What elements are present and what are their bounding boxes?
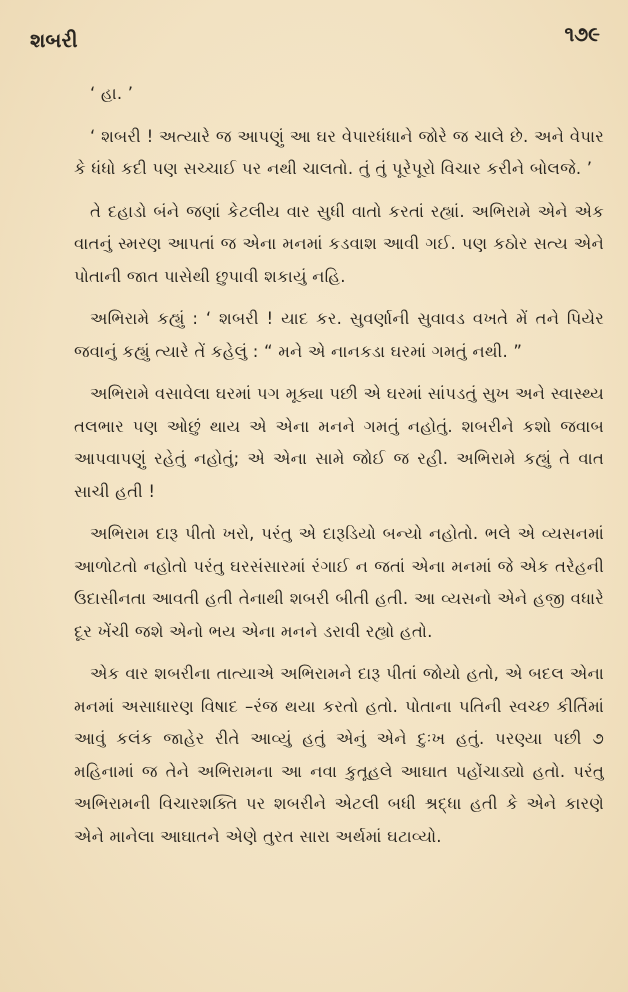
paragraph: અભિરામે વસાવેલા ઘરમાં પગ મૂક્યા પછી એ ઘરમાં સાંપડતું સુખ અને સ્વાસ્થ્ય તલભાર પણ ઓછું થાય એ એના મનને ગમતું નહોતું. શબરીને કશો જવાબ આપવાપણું રહેતું નહોતું; એ એના સામે જોઈ જ રહી. અભિરામે કહ્યું તે વાત સાચી હતી ! bbox=[74, 384, 604, 501]
running-header bbox=[30, 22, 600, 62]
running-title: શબરી bbox=[30, 28, 78, 52]
page-number: ૧૭૯ bbox=[564, 22, 600, 46]
paragraph: ‘ શબરી ! અત્યારે જ આપણું આ ઘર વેપારધંધાને જોરે જ ચાલે છે. અને વેપાર કે ધંધો કદી પણ સચ્ચાઈ પર નથી ચાલતો. તું તું પૂરેપૂરો વિચાર કરીને બોલજે. ’ bbox=[74, 126, 604, 178]
paragraph: તે દહાડો બંને જણાં કેટલીય વાર સુધી વાતો કરતાં રહ્યાં. અભિરામે એને એક વાતનું સ્મરણ આપતાં જ એના મનમાં કડવાશ આવી ગઈ. પણ કઠોર સત્ય એને પોતાની જાત પાસેથી છુપાવી શકાયું નહિ. bbox=[74, 201, 604, 286]
paragraph: ‘ હા. ’ bbox=[90, 84, 134, 103]
body-text bbox=[74, 78, 604, 863]
paragraph: અભિરામ દારૂ પીતો ખરો, પરંતુ એ દારૂડિયો બન્યો નહોતો. ભલે એ વ્યસનમાં આળોટતો નહોતો પરંતુ ઘરસંસારમાં રંગાઈ ન જતાં એના મનમાં જે એક તરેહની ઉદાસીનતા આવતી હતી તેનાથી શબરી બીતી હતી. આ વ્યસનો એને હજી વધારે દૂર ખેંચી જશે એનો ભય એના મનને ડરાવી રહ્યો હતો. bbox=[74, 524, 604, 641]
paragraph: અભિરામે કહ્યું : ‘ શબરી ! યાદ કર. સુવર્ણાની સુવાવડ વખતે મેં તને પિયેર જવાનું કહ્યું ત્યારે તેં કહેલું : “ મને એ નાનકડા ઘરમાં ગમતું નથી. ” bbox=[74, 309, 604, 361]
paragraph: એક વાર શબરીના તાત્યાએ અભિરામને દારૂ પીતાં જોયો હતો, એ બદલ એના મનમાં અસાધારણ વિષાદ –રંજ થયા કરતો હતો. પોતાના પતિની સ્વચ્છ કીર્તિમાં આવું કલંક જાહેર રીતે આવ્યું હતું એનું એને દુઃખ હતું. પરણ્યા પછી ૭ મહિનામાં જ તેને અભિરામના આ નવા કુતૂહલે આઘાત પહોંચાડ્યો હતો. પરંતુ અભિરામની વિચારશક્તિ પર શબરીને એટલી બધી શ્રદ્ધા હતી કે એને કારણે એને માનેલા આઘાતને એણે તુરત સારા અર્થમાં ઘટાવ્યો. bbox=[74, 664, 604, 846]
